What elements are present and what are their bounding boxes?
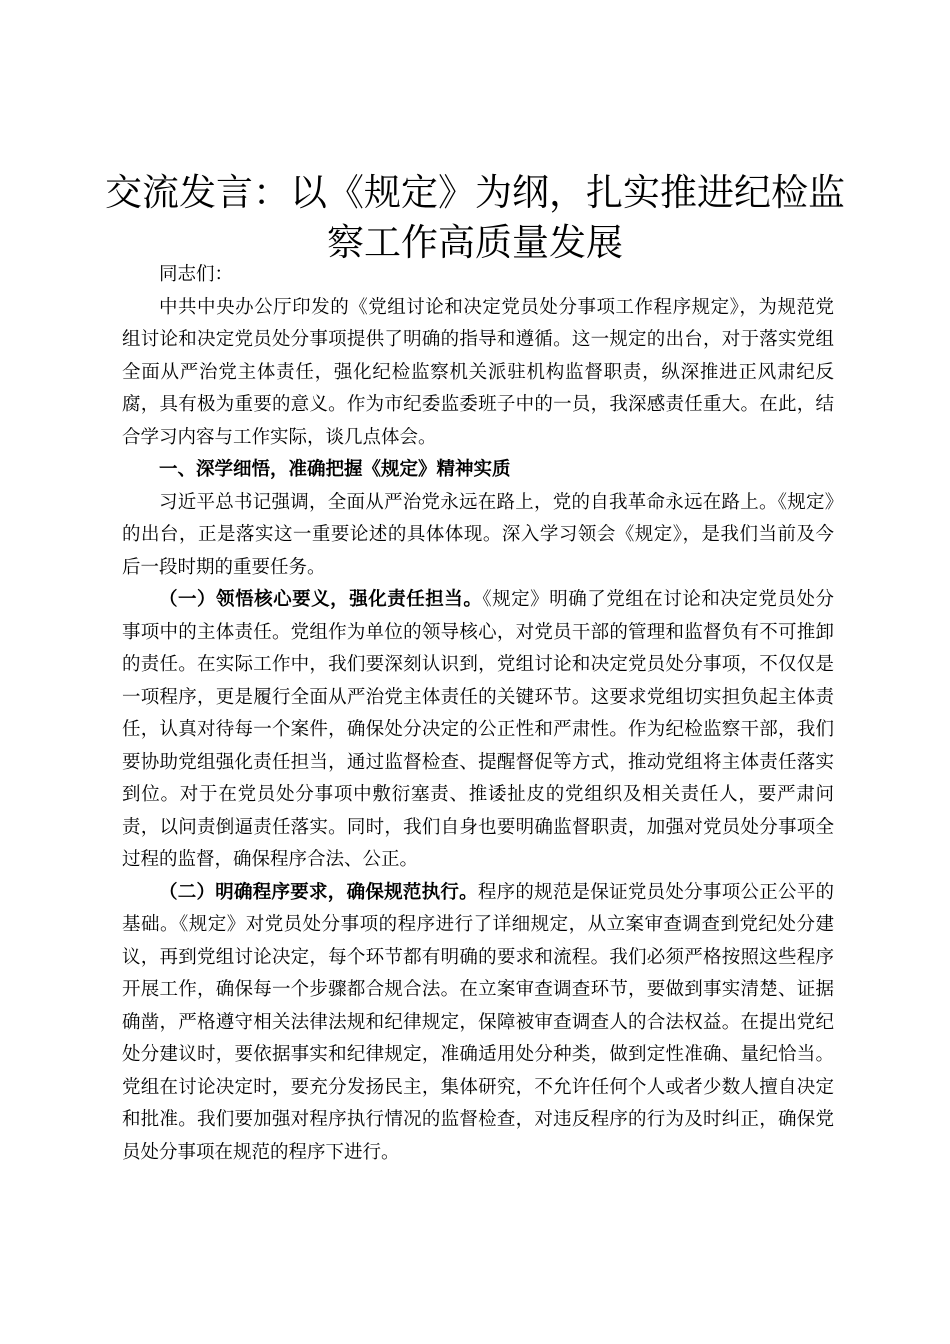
point-paragraph-2 [122,877,834,1170]
salutation: 同志们： [159,264,234,285]
point-text-2: 程序的规范是保证党员处分事项公正公平的基础。《规定》对党员处分事项的程序进行了详细规定，从立案审查调查到党纪处分建议，再到党组讨论决定，每个环节都有明确的要求和流程。我们必须严格按照这些程序开展工作，确保每一个步骤都合规合法。在立案审查调查环节，要做到事实清楚、证据确凿，严格遵守相关法律法规和纪律规定，保障被审查调查人的合法权益。在提出党纪处分建议时，要依据事实和纪律规定，准确适用处分种类，做到定性准确、量纪恰当。党组在讨论决定时，要充分发扬民主，集体研究，不允许任何个人或者少数人擅自决定和批准。我们要加强对程序执行情况的监督检查，对违反程序的行为及时纠正，确保党员处分事项在规范的程序下进行。 [122,881,834,1163]
point-lead-1: （一）领悟核心要义，强化责任担当。 [159,589,483,610]
point-lead-2: （二）明确程序要求，确保规范执行。 [159,881,478,903]
document-title: 交流发言：以《规定》为纲，扎实推进纪检监察工作高质量发展 [105,171,845,264]
document-body [122,259,834,1169]
point-text-1: 《规定》明确了党组在讨论和决定党员处分事项中的主体责任。党组作为单位的领导核心，对党员干部的管理和监督负有不可推卸的责任。在实际工作中，我们要深刻认识到，党组讨论和决定党员处分事项，不仅仅是一项程序，更是履行全面从严治党主体责任的关键环节。这要求党组切实担负起主体责任，认真对待每一个案件，确保处分决定的公正性和严肃性。作为纪检监察干部，我们要协助党组强化责任担当，通过监督检查、提醒督促等方式，推动党组将主体责任落实到位。对于在党员处分事项中敷衍塞责、推诿扯皮的党组织及相关责任人，要严肃问责，以问责倒逼责任落实。同时，我们自身也要明确监督职责，加强对党员处分事项全过程的监督，确保程序合法、公正。 [122,589,834,870]
intro-paragraph: 中共中央办公厅印发的《党组讨论和决定党员处分事项工作程序规定》，为规范党组讨论和决定党员处分事项提供了明确的指导和遵循。这一规定的出台，对于落实党组全面从严治党主体责任，强化纪检监察机关派驻机构监督职责，纵深推进正风肃纪反腐，具有极为重要的意义。作为市纪委监委班子中的一员，我深感责任重大。在此，结合学习内容与工作实际，谈几点体会。 [122,296,834,448]
section-heading-1: 一、深学细悟，准确把握《规定》精神实质 [159,459,511,480]
section-paragraph-1: 习近平总书记强调，全面从严治党永远在路上，党的自我革命永远在路上。《规定》的出台，正是落实这一重要论述的具体体现。深入学习领会《规定》，是我们当前及今后一段时期的重要任务。 [122,491,834,578]
point-paragraph-1 [122,584,834,877]
